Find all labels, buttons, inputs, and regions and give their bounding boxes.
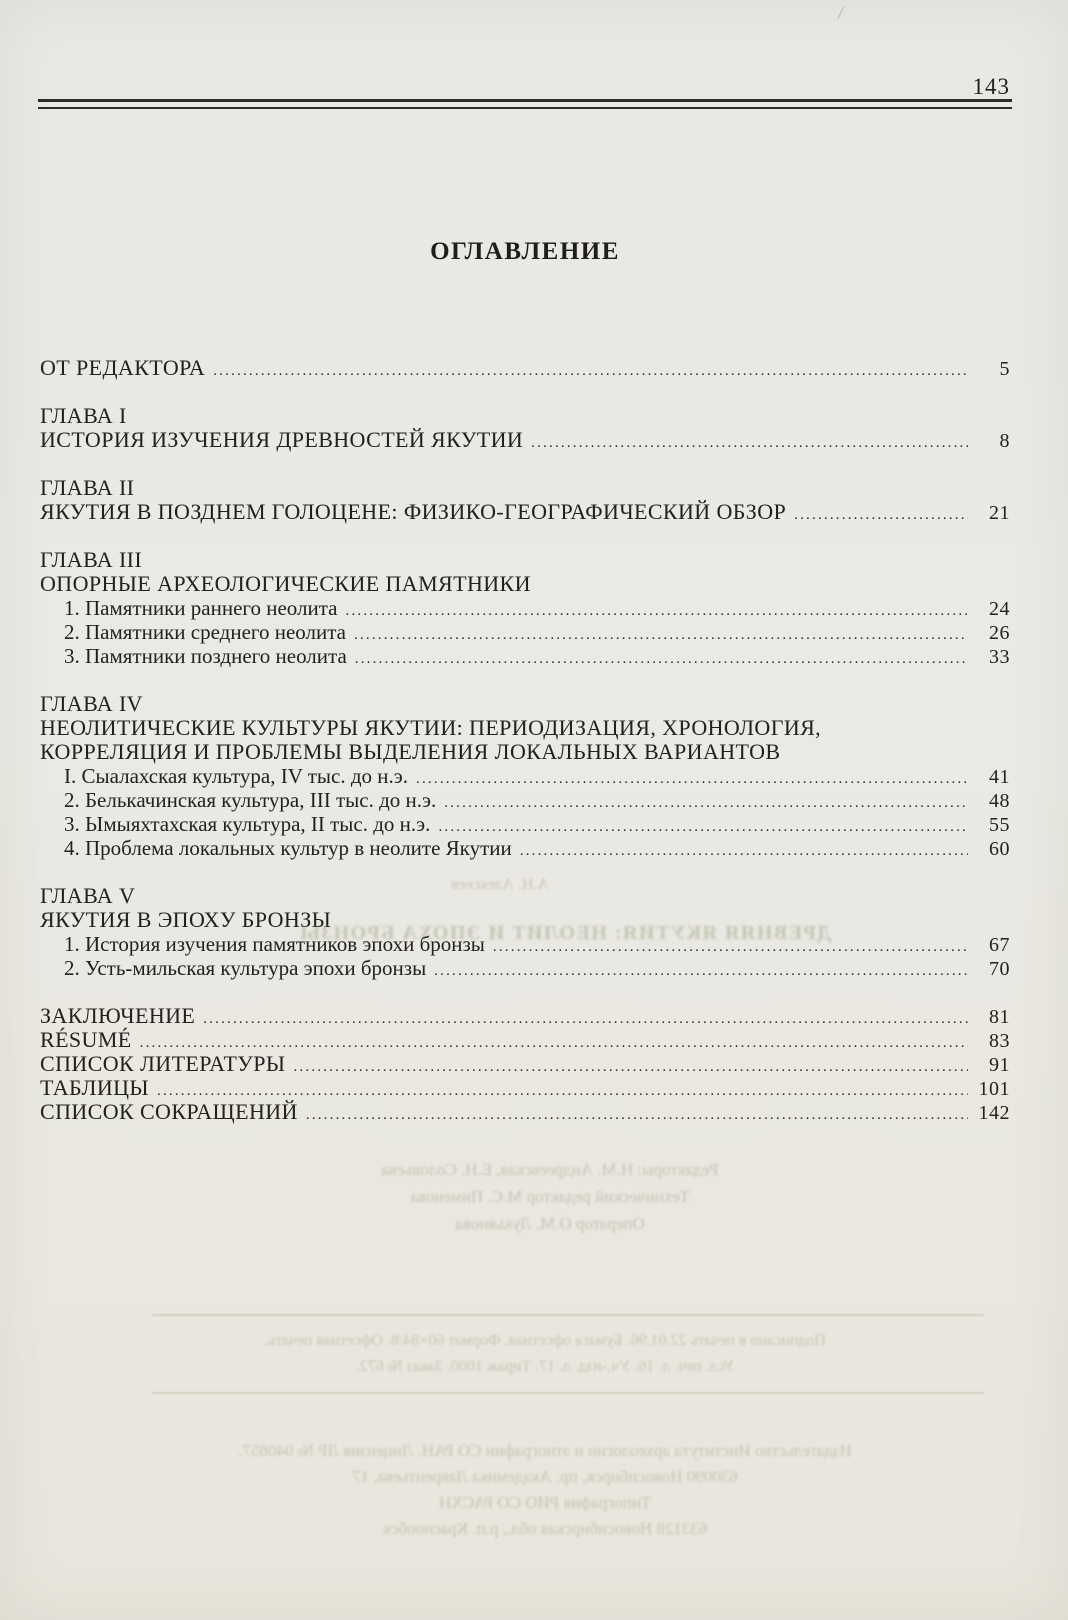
toc-entry-label: ГЛАВА I — [40, 403, 127, 428]
dot-leader — [794, 503, 968, 527]
dot-leader — [416, 767, 968, 791]
header-rule-bottom — [38, 107, 1012, 109]
toc-entry-label: I. Сыалахская культура, IV тыс. до н.э. — [64, 764, 409, 788]
toc-entry-page-number: 101 — [978, 1078, 1010, 1100]
toc-entry — [40, 596, 1010, 620]
toc-entry-label: 2. Памятники среднего неолита — [64, 620, 346, 644]
showthrough-text-line: 633128 Новосибирская обл., р.п. Краснообск — [382, 1519, 708, 1538]
toc-entry-page-number: 8 — [999, 430, 1010, 452]
showthrough-editors-block — [150, 1156, 950, 1237]
toc-entry-label: ИСТОРИЯ ИЗУЧЕНИЯ ДРЕВНОСТЕЙ ЯКУТИИ — [40, 427, 524, 452]
toc-chapter-heading — [40, 548, 1010, 572]
toc-list — [40, 356, 1010, 1124]
toc-entry-label: 3. Памятники позднего неолита — [64, 644, 347, 668]
toc-entry-label: 4. Проблема локальных культур в неолите Якутии — [64, 836, 512, 860]
dot-leader — [203, 1007, 968, 1031]
showthrough-publisher-block — [125, 1438, 965, 1542]
dot-leader — [293, 1055, 968, 1079]
dot-leader — [346, 599, 969, 623]
toc-entry-page-number: 55 — [989, 814, 1010, 836]
showthrough-text-line: Технический редактор М.С. Пименова — [410, 1187, 690, 1206]
toc-entry-label: 1. Памятники раннего неолита — [64, 596, 338, 620]
toc-entry — [40, 356, 1010, 380]
page-number: 143 — [972, 74, 1010, 99]
toc-entry-label: ТАБЛИЦЫ — [40, 1075, 149, 1100]
dot-leader — [444, 791, 968, 815]
showthrough-text-line: 630090 Новосибирск, пр. Академика Лаврентьева, 17 — [352, 1467, 738, 1486]
showthrough-imprint-block — [125, 1328, 965, 1380]
dot-leader — [306, 1103, 968, 1127]
showthrough-rule-top — [152, 1314, 984, 1316]
dot-leader — [438, 815, 968, 839]
toc-entry-label: 1. История изучения памятников эпохи бронзы — [64, 932, 485, 956]
showthrough-rule-bottom — [152, 1392, 984, 1394]
dot-leader — [520, 839, 968, 863]
dot-leader — [354, 623, 968, 647]
toc-entry-label: ЯКУТИЯ В ЭПОХУ БРОНЗЫ — [40, 907, 332, 932]
toc-entry-label: 2. Усть-мильская культура эпохи бронзы — [64, 956, 427, 980]
toc-entry — [40, 1076, 1010, 1100]
toc-entry — [40, 956, 1010, 980]
toc-chapter-heading — [40, 716, 1010, 740]
toc-block — [40, 1004, 1010, 1124]
toc-chapter-heading — [40, 884, 1010, 908]
scan-artifact-mark: / — [836, 1, 846, 25]
toc-entry-label: НЕОЛИТИЧЕСКИЕ КУЛЬТУРЫ ЯКУТИИ: ПЕРИОДИЗАЦИЯ, ХРОНОЛОГИЯ, — [40, 715, 822, 740]
toc-entry-label: СПИСОК ЛИТЕРАТУРЫ — [40, 1051, 286, 1076]
toc-block — [40, 692, 1010, 860]
toc-entry-label: ОТ РЕДАКТОРА — [40, 355, 206, 380]
toc-entry — [40, 1004, 1010, 1028]
toc-entry-page-number: 33 — [989, 646, 1010, 668]
toc-entry-page-number: 60 — [989, 838, 1010, 860]
toc-entry — [40, 764, 1010, 788]
toc-block — [40, 548, 1010, 668]
header-rule-top — [38, 99, 1012, 102]
toc-entry — [40, 500, 1010, 524]
toc-entry-label: СПИСОК СОКРАЩЕНИЙ — [40, 1099, 298, 1124]
showthrough-text-line: Издательство Института археологии и этнографии СО РАН. Лицензия ЛР № 040857. — [238, 1441, 852, 1460]
toc-entry-label: RÉSUMÉ — [40, 1027, 132, 1052]
dot-leader — [434, 959, 968, 983]
toc-entry — [40, 932, 1010, 956]
toc-entry-page-number: 41 — [989, 766, 1010, 788]
toc-entry-page-number: 5 — [999, 358, 1010, 380]
toc-entry — [40, 1028, 1010, 1052]
toc-entry-page-number: 48 — [989, 790, 1010, 812]
toc-entry — [40, 812, 1010, 836]
toc-entry — [40, 644, 1010, 668]
toc-entry-label: ЗАКЛЮЧЕНИЕ — [40, 1003, 196, 1028]
toc-chapter-heading — [40, 908, 1010, 932]
toc-entry-label: ГЛАВА II — [40, 475, 135, 500]
toc-entry-label: ГЛАВА III — [40, 547, 143, 572]
showthrough-book-title: ДРЕВНЯЯ ЯКУТИЯ: НЕОЛИТ И ЭПОХА БРОНЗЫ — [298, 922, 832, 944]
dot-leader — [355, 647, 968, 671]
toc-entry-page-number: 21 — [989, 502, 1010, 524]
toc-entry-page-number: 67 — [989, 934, 1010, 956]
toc-entry-page-number: 81 — [989, 1006, 1010, 1028]
dot-leader — [531, 431, 968, 455]
toc-chapter-heading — [40, 692, 1010, 716]
toc-entry — [40, 836, 1010, 860]
toc-block — [40, 356, 1010, 380]
toc-block — [40, 884, 1010, 980]
toc-entry-label: ГЛАВА IV — [40, 691, 143, 716]
toc-entry — [40, 620, 1010, 644]
showthrough-text-line: Редакторы: Н.М. Андреевская, Е.Н. Соловьева — [381, 1160, 719, 1179]
toc-entry-page-number: 24 — [989, 598, 1010, 620]
toc-entry-page-number: 70 — [989, 958, 1010, 980]
toc-entry-label: 3. Ымыяхтахская культура, II тыс. до н.э. — [64, 812, 431, 836]
toc-chapter-heading — [40, 572, 1010, 596]
showthrough-author-line: А.Н. Алексеев — [450, 876, 550, 893]
toc-entry-page-number: 142 — [978, 1102, 1010, 1124]
toc-block — [40, 476, 1010, 524]
contents-title: ОГЛАВЛЕНИЕ — [430, 238, 620, 265]
toc-entry — [40, 788, 1010, 812]
toc-entry — [40, 428, 1010, 452]
showthrough-text-line: Усл. печ. л. 16. Уч.-изд. л. 17. Тираж 1000. Заказ № 672. — [355, 1358, 735, 1375]
toc-entry-label: ЯКУТИЯ В ПОЗДНЕМ ГОЛОЦЕНЕ: ФИЗИКО-ГЕОГРАФИЧЕСКИЙ ОБЗОР — [40, 499, 787, 524]
toc-block — [40, 404, 1010, 452]
toc-entry-page-number: 91 — [989, 1054, 1010, 1076]
dot-leader — [213, 359, 968, 383]
toc-entry-label: КОРРЕЛЯЦИЯ И ПРОБЛЕМЫ ВЫДЕЛЕНИЯ ЛОКАЛЬНЫХ ВАРИАНТОВ — [40, 739, 781, 764]
toc-chapter-heading — [40, 740, 1010, 764]
toc-entry — [40, 1052, 1010, 1076]
showthrough-text-line: Оператор О.М. Лукьянова — [455, 1214, 645, 1233]
toc-entry — [40, 1100, 1010, 1124]
toc-chapter-heading — [40, 476, 1010, 500]
toc-chapter-heading — [40, 404, 1010, 428]
toc-entry-page-number: 26 — [989, 622, 1010, 644]
dot-leader — [493, 935, 968, 959]
showthrough-text-line: Типография РИО СО РАСХН — [438, 1493, 652, 1512]
toc-entry-label: ОПОРНЫЕ АРХЕОЛОГИЧЕСКИЕ ПАМЯТНИКИ — [40, 571, 531, 596]
toc-entry-page-number: 83 — [989, 1030, 1010, 1052]
showthrough-text-line: Подписано в печать 22.01.96. Бумага офсетная. Формат 60×84/8. Офсетная печать. — [264, 1332, 826, 1349]
toc-entry-label: 2. Белькачинская культура, III тыс. до н.э. — [64, 788, 437, 812]
toc-entry-label: ГЛАВА V — [40, 883, 136, 908]
